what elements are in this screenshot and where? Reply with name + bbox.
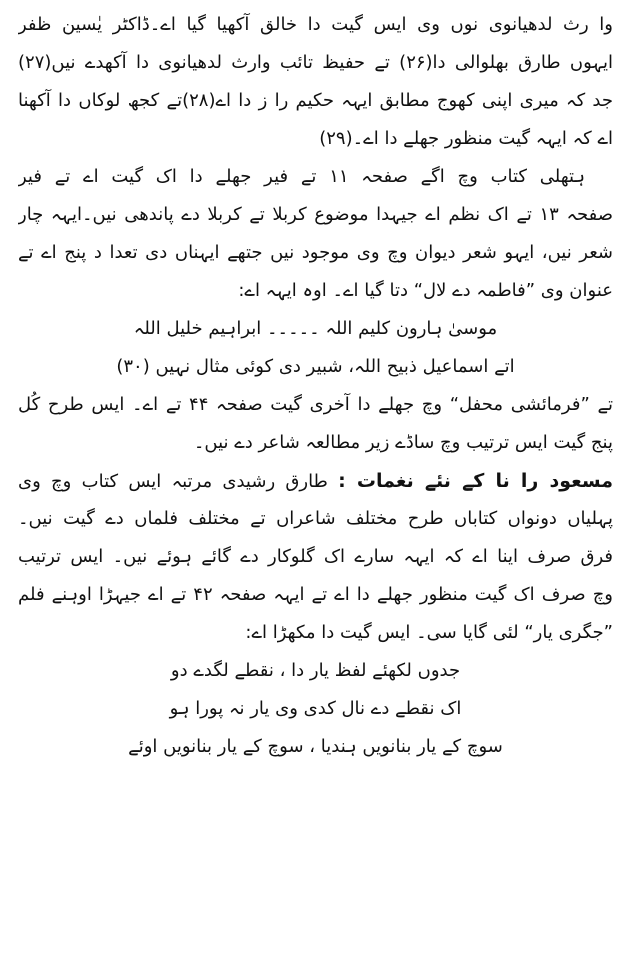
text-line-12: فرق صرف اینا اے کہ ایہہ سارے اک گلوکار دے گائے ہوئے نیں۔ ایس ترتیب [18, 546, 613, 567]
text-line-5: ہتھلی کتاب وچ اگے صفحہ ۱۱ تے فیر جھلے دا اک گیت اے تے فیر [18, 166, 585, 187]
text-line-4: اے کہ ایہہ گیت منظور جھلے دا اے۔(۲۹) [319, 128, 613, 149]
text-line-8: عنوان وی ”فاطمہ دے لال“ دتا گیا اے۔ اوہ ایہہ اے: [238, 280, 613, 301]
text-line-6: صفحہ ۱۳ تے اک نظم اے جیہدا موضوع کربلا تے کربلا دے پاندھی نیں۔ایہہ چار [18, 204, 613, 225]
text-line-10: پنج گیت ایس ترتیب وچ ساڈے زیر مطالعہ شاعر دے نیں۔ [193, 432, 613, 453]
text-line-2: ایہوں طارق بھلوالی دا(۲۶) تے حفیظ تائب وارث لدھیانوی دا آکھدے نیں(۲۷) [18, 52, 613, 73]
text-line-1: وا رث لدھیانوی نوں وی ایس گیت دا خالق آکھیا گیا اے۔ڈاکٹر یٰسین ظفر [18, 14, 613, 35]
verse-line-5: سوچ کے یار بنانویں ہندیا ، سوچ کے یار بنانویں اوئے [128, 736, 503, 757]
verse-line-1: موسیٰ ہارون کلیم اللہ ۔۔۔۔۔ ابراہیم خلیل اللہ [133, 318, 498, 339]
text-line-13: وچ صرف اک گیت منظور جھلے دا اے تے ایہہ صفحہ ۴۲ تے اے جیہڑا اوہنے فلم [18, 584, 613, 605]
text-line-7: شعر نیں، ایہو شعر دیوان وچ وی موجود نیں جتھے ایہناں دی تعدا د پنج اے تے [18, 242, 613, 263]
verse-line-2: اتے اسماعیل ذبیح اللہ، شبیر دی کوئی مثال نہیں (۳۰) [116, 356, 515, 377]
text-line-11: پہلیاں دونواں کتاباں طرح مختلف شاعراں تے مختلف فلماں دے گیت نیں۔ [18, 508, 613, 529]
section-heading-line [18, 462, 613, 500]
text-line-14: ”جگری یار“ لئی گایا سی۔ ایس گیت دا مکھڑا اے: [245, 622, 613, 643]
text-line-3: جد کہ میری اپنی کھوج مطابق ایہہ حکیم را ز دا اے(۲۸)تے کجھ لوکاں دا آکھنا [18, 90, 613, 111]
text-line-9: تے ”فرمائشی محفل“ وچ جھلے دا آخری گیت صفحہ ۴۴ تے اے۔ ایس طرح کُل [18, 394, 613, 415]
section-heading-text: طارق رشیدی مرتبہ ایس کتاب وچ وی [18, 471, 328, 492]
section-heading: مسعود را نا کے نئے نغمات : [338, 470, 613, 492]
verse-line-4: اک نقطے دے نال کدی وی یار نہ پورا ہو [169, 698, 462, 719]
verse-line-3: جدوں لکھئے لفظ یار دا ، نقطے لگدے دو [170, 660, 461, 681]
